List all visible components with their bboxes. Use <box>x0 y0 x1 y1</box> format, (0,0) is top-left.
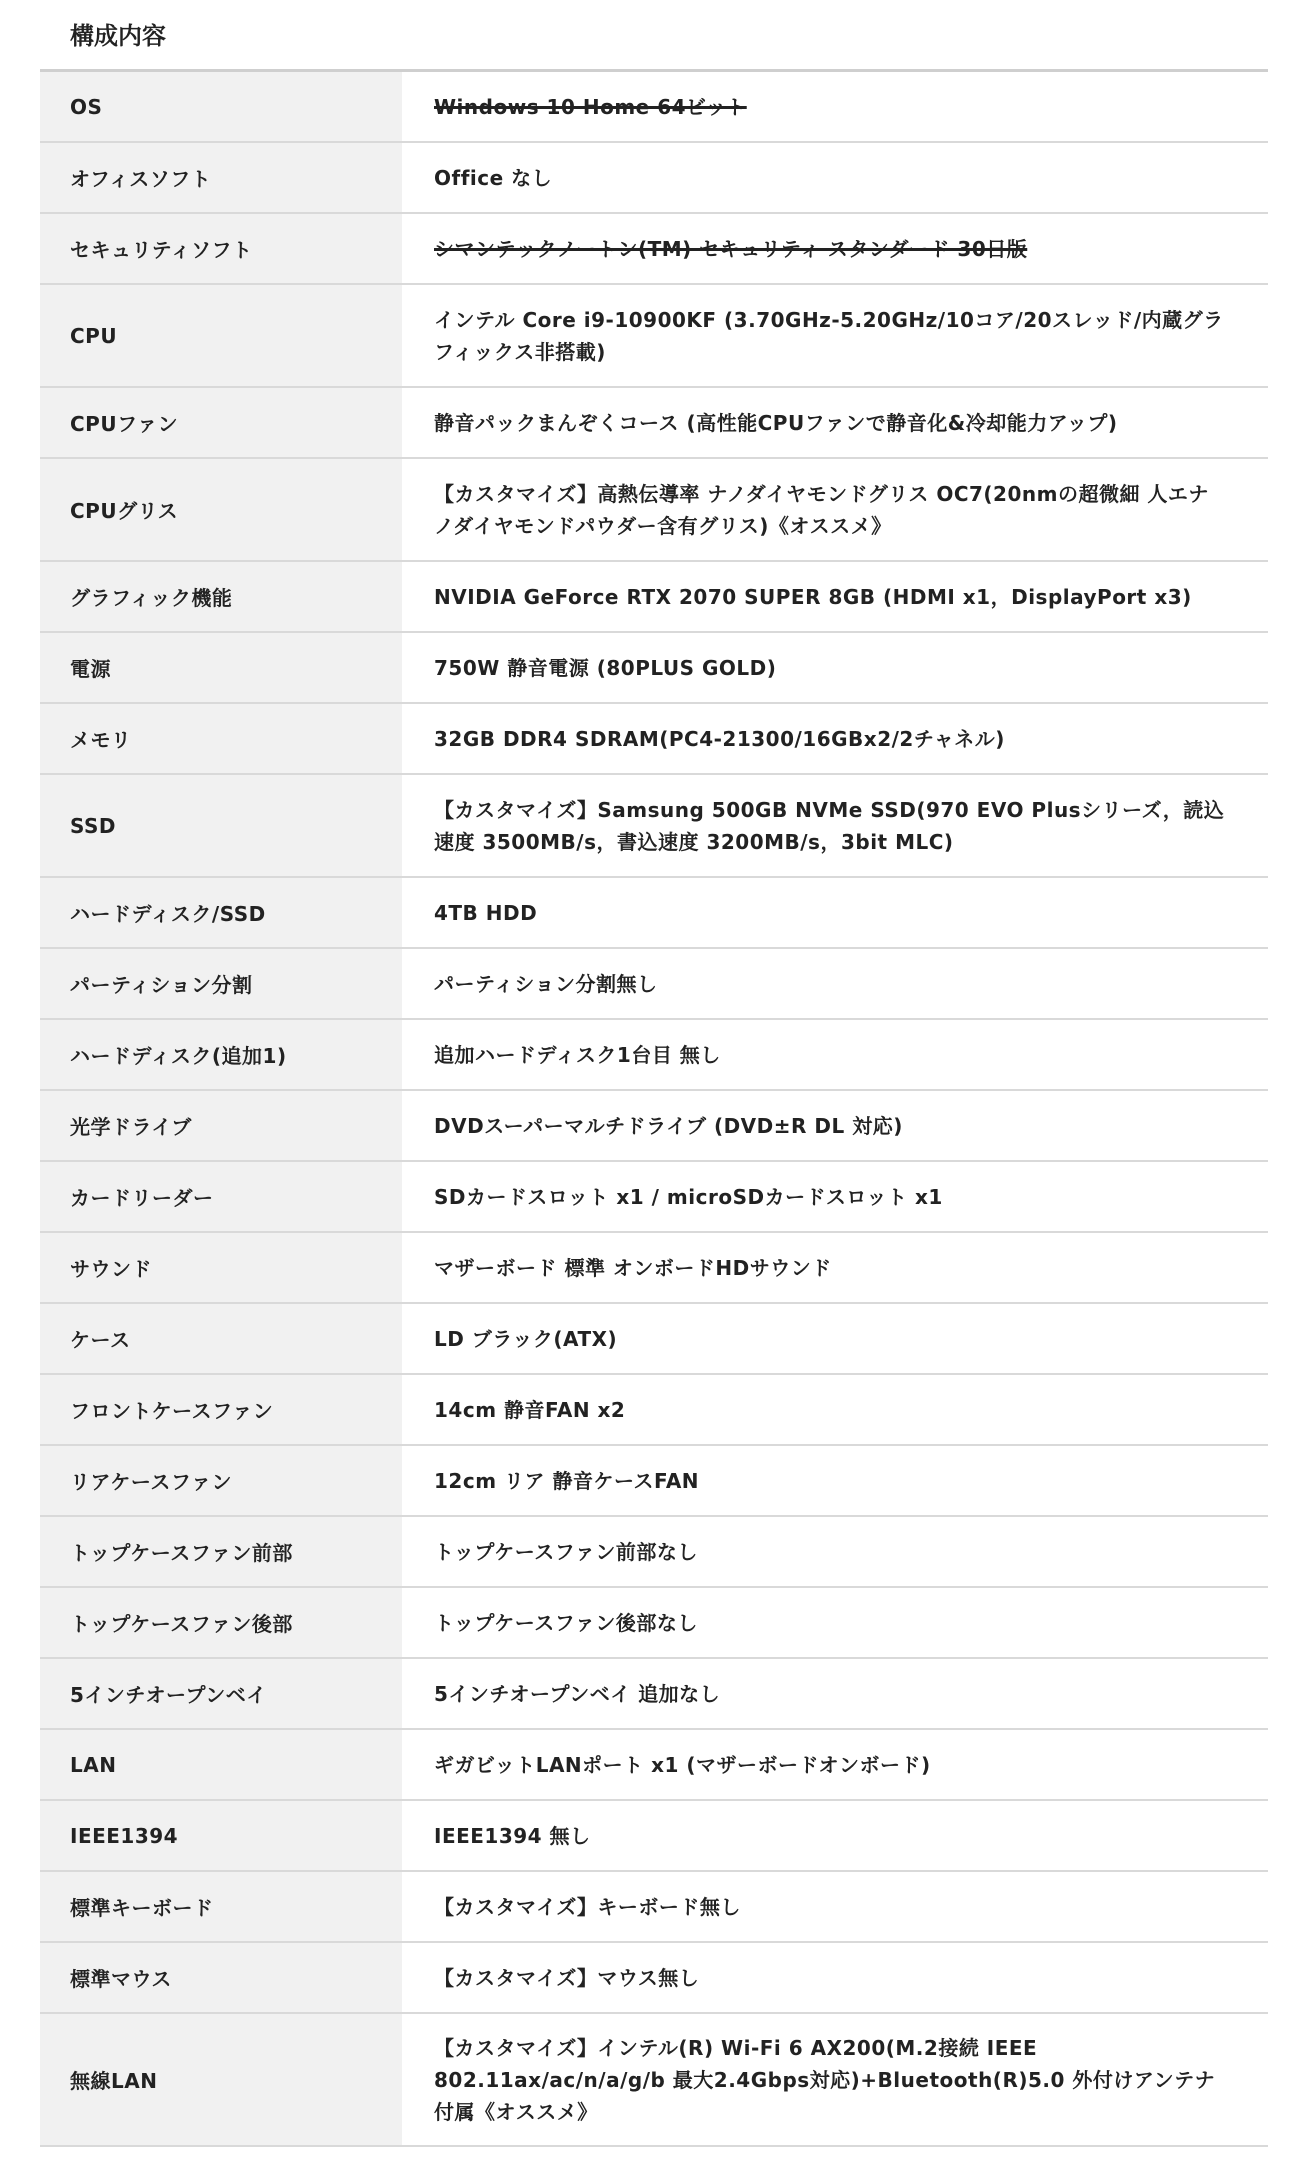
spec-value: 【カスタマイズ】高熱伝導率 ナノダイヤモンドグリス OC7(20nmの超微細 人エナノダイヤモンドパウダー含有グリス)《オススメ》 <box>434 481 1209 538</box>
spec-value-cell <box>402 948 1268 1019</box>
spec-value-cell <box>402 1942 1268 2013</box>
spec-row <box>40 1019 1268 1090</box>
spec-row <box>40 1942 1268 2013</box>
spec-value-cell <box>402 1445 1268 1516</box>
spec-value: トップケースファン前部なし <box>434 1539 698 1564</box>
spec-table <box>40 72 1268 2147</box>
spec-label: 5インチオープンベイ <box>40 1658 402 1729</box>
spec-value-cell <box>402 1729 1268 1800</box>
spec-value: 追加ハードディスク1台目 無し <box>434 1042 721 1067</box>
spec-value: 750W 静音電源 (80PLUS GOLD) <box>434 655 777 680</box>
spec-value-cell <box>402 387 1268 458</box>
spec-value: 【カスタマイズ】Samsung 500GB NVMe SSD(970 EVO Plusシリーズ，読込速度 3500MB/s，書込速度 3200MB/s，3bit MLC) <box>434 797 1225 854</box>
spec-row <box>40 1303 1268 1374</box>
spec-value-cell <box>402 877 1268 948</box>
spec-row <box>40 1232 1268 1303</box>
spec-row <box>40 284 1268 387</box>
spec-row <box>40 1161 1268 1232</box>
spec-value: インテル Core i9-10900KF (3.70GHz-5.20GHz/10コア/20スレッド/内蔵グラフィックス非搭載) <box>434 307 1224 364</box>
spec-row <box>40 1374 1268 1445</box>
spec-label: パーティション分割 <box>40 948 402 1019</box>
spec-label: フロントケースファン <box>40 1374 402 1445</box>
spec-row <box>40 632 1268 703</box>
spec-value: 14cm 静音FAN x2 <box>434 1397 626 1422</box>
spec-row <box>40 72 1268 142</box>
spec-row <box>40 1587 1268 1658</box>
spec-row <box>40 1658 1268 1729</box>
spec-value: 【カスタマイズ】キーボード無し <box>434 1894 741 1919</box>
spec-value: 静音パックまんぞくコース (高性能CPUファンで静音化&冷却能力アップ) <box>434 410 1118 435</box>
spec-row <box>40 1729 1268 1800</box>
spec-value: 【カスタマイズ】インテル(R) Wi-Fi 6 AX200(M.2接続 IEEE 802.11ax/ac/n/a/g/b 最大2.4Gbps対応)+Bluetooth(R)5.0 外付けアンテナ付属《オススメ》 <box>434 2035 1216 2124</box>
spec-value: LD ブラック(ATX) <box>434 1326 618 1351</box>
spec-row <box>40 561 1268 632</box>
spec-value: IEEE1394 無し <box>434 1823 591 1848</box>
spec-value: SDカードスロット x1 / microSDカードスロット x1 <box>434 1184 943 1209</box>
spec-value-cell <box>402 1090 1268 1161</box>
spec-label: ケース <box>40 1303 402 1374</box>
spec-value-cell <box>402 774 1268 877</box>
spec-row <box>40 1800 1268 1871</box>
spec-value-cell <box>402 142 1268 213</box>
section-title: 構成内容 <box>40 0 1268 72</box>
spec-row <box>40 1445 1268 1516</box>
spec-value-cell <box>402 1800 1268 1871</box>
spec-table-body <box>40 72 1268 2146</box>
spec-row <box>40 1090 1268 1161</box>
spec-label: メモリ <box>40 703 402 774</box>
spec-label: 光学ドライブ <box>40 1090 402 1161</box>
spec-label: オフィスソフト <box>40 142 402 213</box>
spec-label: ハードディスク/SSD <box>40 877 402 948</box>
spec-label: CPU <box>40 284 402 387</box>
spec-row <box>40 387 1268 458</box>
spec-label: IEEE1394 <box>40 1800 402 1871</box>
spec-label: 標準キーボード <box>40 1871 402 1942</box>
spec-value: DVDスーパーマルチドライブ (DVD±R DL 対応) <box>434 1113 903 1138</box>
spec-value-cell <box>402 703 1268 774</box>
spec-row <box>40 1871 1268 1942</box>
spec-value: Office なし <box>434 165 553 190</box>
spec-value: パーティション分割無し <box>434 971 658 996</box>
spec-label: 電源 <box>40 632 402 703</box>
spec-label: サウンド <box>40 1232 402 1303</box>
spec-value-cell <box>402 284 1268 387</box>
spec-value-cell <box>402 1019 1268 1090</box>
spec-value-cell <box>402 1374 1268 1445</box>
spec-label: リアケースファン <box>40 1445 402 1516</box>
spec-label: OS <box>40 72 402 142</box>
spec-value: 5インチオープンベイ 追加なし <box>434 1681 721 1706</box>
spec-value-cell <box>402 2013 1268 2146</box>
spec-section <box>40 0 1268 2147</box>
spec-row <box>40 703 1268 774</box>
spec-label: グラフィック機能 <box>40 561 402 632</box>
spec-value-cell <box>402 1161 1268 1232</box>
spec-row <box>40 948 1268 1019</box>
spec-label: トップケースファン前部 <box>40 1516 402 1587</box>
spec-label: 無線LAN <box>40 2013 402 2146</box>
spec-value: トップケースファン後部なし <box>434 1610 698 1635</box>
spec-row <box>40 2013 1268 2146</box>
spec-value-struck: Windows 10 Home 64ビット <box>434 94 747 119</box>
spec-row <box>40 142 1268 213</box>
spec-value-cell <box>402 1658 1268 1729</box>
spec-label: CPUファン <box>40 387 402 458</box>
spec-label: CPUグリス <box>40 458 402 561</box>
spec-value: ギガビットLANポート x1 (マザーボードオンボード) <box>434 1752 931 1777</box>
spec-value-cell <box>402 1871 1268 1942</box>
spec-value: マザーボード 標準 オンボードHDサウンド <box>434 1255 832 1280</box>
spec-value: 12cm リア 静音ケースFAN <box>434 1468 700 1493</box>
spec-row <box>40 877 1268 948</box>
spec-value: 32GB DDR4 SDRAM(PC4-21300/16GBx2/2チャネル) <box>434 726 1005 751</box>
spec-label: セキュリティソフト <box>40 213 402 284</box>
spec-value-cell <box>402 1232 1268 1303</box>
spec-value-cell <box>402 561 1268 632</box>
spec-row <box>40 458 1268 561</box>
spec-value-cell <box>402 1516 1268 1587</box>
spec-value-cell <box>402 213 1268 284</box>
spec-value-cell <box>402 458 1268 561</box>
spec-value-cell <box>402 1587 1268 1658</box>
spec-label: SSD <box>40 774 402 877</box>
spec-value-struck: シマンテックノートン(TM) セキュリティ スタンダード 30日版 <box>434 236 1028 261</box>
spec-value: NVIDIA GeForce RTX 2070 SUPER 8GB (HDMI x1，DisplayPort x3) <box>434 584 1192 609</box>
spec-label: LAN <box>40 1729 402 1800</box>
spec-value-cell <box>402 72 1268 142</box>
spec-label: カードリーダー <box>40 1161 402 1232</box>
spec-value: 4TB HDD <box>434 900 538 925</box>
spec-value-cell <box>402 632 1268 703</box>
spec-label: 標準マウス <box>40 1942 402 2013</box>
spec-label: トップケースファン後部 <box>40 1587 402 1658</box>
spec-value: 【カスタマイズ】マウス無し <box>434 1965 700 1990</box>
spec-row <box>40 774 1268 877</box>
spec-row <box>40 213 1268 284</box>
spec-value-cell <box>402 1303 1268 1374</box>
spec-label: ハードディスク(追加1) <box>40 1019 402 1090</box>
spec-row <box>40 1516 1268 1587</box>
